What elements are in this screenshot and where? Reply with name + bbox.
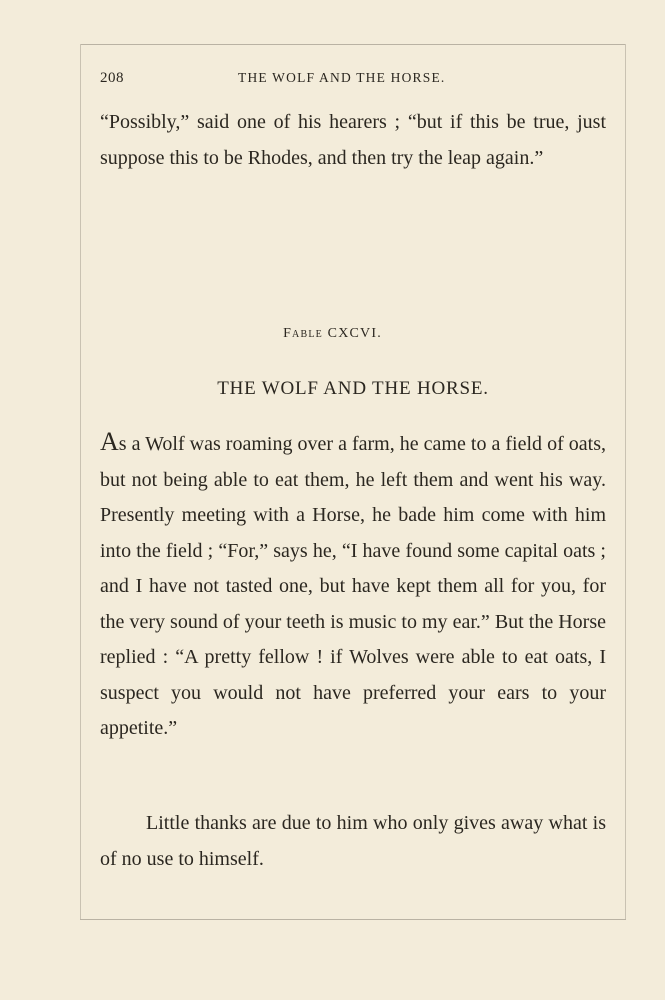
page-frame-left-rule xyxy=(80,44,81,920)
fable-moral-paragraph: Little thanks are due to him who only gives away what is of no use to himself. xyxy=(100,812,606,870)
running-title: THE WOLF AND THE HORSE. xyxy=(238,70,446,85)
fable-title: THE WOLF AND THE HORSE. xyxy=(217,378,489,399)
page-frame-right-rule xyxy=(625,44,626,920)
page-frame-bottom-rule xyxy=(80,919,626,920)
continued-paragraph: “Possibly,” said one of his hearers ; “but if this be true, just suppose this to be Rhodes, and then try the leap again.” xyxy=(100,111,606,169)
fable-number: Fable CXCVI. xyxy=(283,326,382,341)
running-head xyxy=(100,70,610,92)
fable-body-paragraph: As a Wolf was roaming over a farm, he came to a field of oats, but not being able to eat them, he left them and went his way. Presently meeting with a Horse, he bade him come with him into the field ; “For,” says he, “I have found some capital oats ; and I have not tasted one, but have kept them all for you, for the very sound of your teeth is music to my ear.” But the Horse replied : “A pretty fellow ! if Wolves were able to eat oats, I suspect you would not have preferred your ears to your appetite.” xyxy=(100,427,606,739)
page-number: 208 xyxy=(100,70,124,86)
page-frame-top-rule xyxy=(80,44,626,45)
